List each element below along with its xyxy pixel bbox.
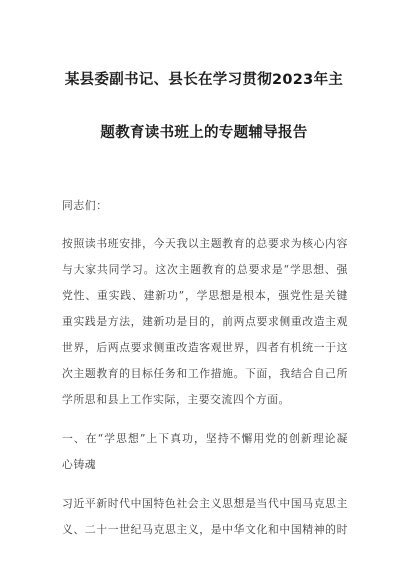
document-title-line-1: 某县委副书记、县长在学习贯彻2023年主 <box>64 72 344 88</box>
paragraph-line: 按照读书班安排，今天我以主题教育的总要求为核心内容 <box>62 237 348 250</box>
document-title-line-2: 题教育读书班上的专题辅导报告 <box>100 125 308 141</box>
paragraph-line: 重实践是方法，建新功是目的，前两点要求侧重改造主观 <box>62 315 348 328</box>
paragraph-line: 党性、重实践、建新功”，学思想是根本，强党性是关键 <box>62 289 348 302</box>
paragraph-line: 次主题教育的目标任务和工作措施。下面，我结合自己所 <box>62 367 348 380</box>
paragraph-line: 世界，后两点要求侧重改造客观世界，四者有机统一于这 <box>62 341 348 354</box>
salutation: 同志们： <box>62 199 108 212</box>
paragraph-line: 习近平新时代中国特色社会主义思想是当代中国马克思主 <box>62 497 348 510</box>
paragraph-line: 与大家共同学习。这次主题教育的总要求是“学思想、强 <box>62 263 348 276</box>
heading-line: 一、在“学思想”上下真功，坚持不懈用党的创新理论凝 <box>62 432 348 445</box>
paragraph-line: 义、二十一世纪马克思主义，是中华文化和中国精神的时 <box>62 523 348 536</box>
heading-line: 心铸魂 <box>62 458 97 471</box>
paragraph-line: 学所思和县上工作实际，主要交流四个方面。 <box>62 393 290 406</box>
